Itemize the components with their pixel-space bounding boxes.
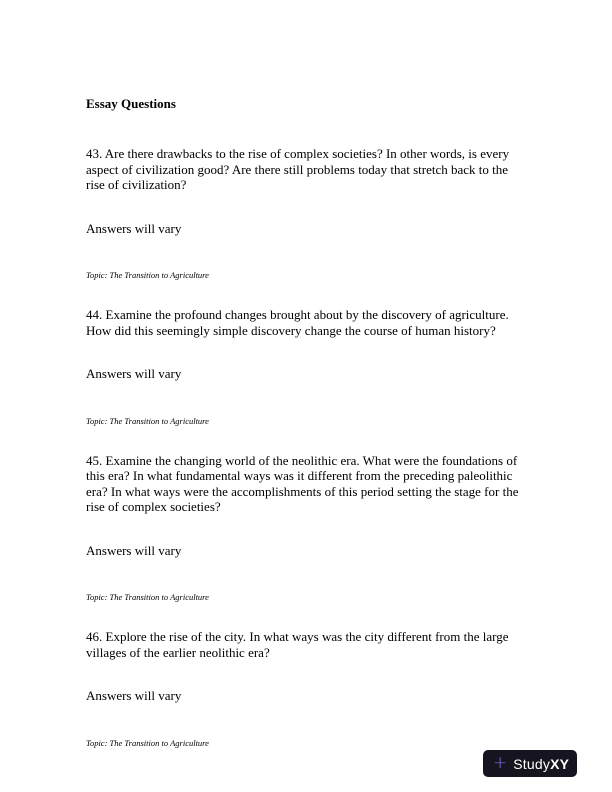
question-text: 43. Are there drawbacks to the rise of complex societies? In other words, is every aspect of civilization good? Are there still problems today that stretch back to the rise of civilization? [86, 146, 510, 192]
answer-text: Answers will vary [86, 542, 182, 558]
brand-name-light: Study [513, 755, 551, 772]
answer-text: Answers will vary [86, 220, 182, 236]
question-block [86, 146, 527, 280]
studyxy-badge [483, 750, 577, 777]
question-text: 44. Examine the profound changes brought about by the discovery of agriculture. How did this seemingly simple discovery change the course of human history? [86, 307, 509, 338]
topic-text: Topic: The Transition to Agriculture [86, 592, 209, 602]
topic-text: Topic: The Transition to Agriculture [86, 737, 209, 748]
question-text: 46. Explore the rise of the city. In what ways was the city different from the large villages of the earlier neolithic era? [86, 629, 509, 660]
question-block [86, 453, 527, 603]
brand-name [513, 756, 569, 772]
topic-text: Topic: The Transition to Agriculture [86, 270, 209, 280]
topic-text: Topic: The Transition to Agriculture [86, 415, 209, 426]
brand-name-bold: XY [550, 755, 570, 772]
answer-text: Answers will vary [86, 688, 182, 703]
question-text: 45. Examine the changing world of the neolithic era. What were the foundations of this era? In what fundamental ways was it different from the preceding paleolithic era? In what ways were the accomplishments of this period setting the stage for the rise of complex societies? [86, 452, 519, 514]
section-heading: Essay Questions [86, 96, 176, 111]
plus-icon: + [493, 753, 508, 773]
question-block [86, 629, 527, 748]
question-block [86, 307, 527, 426]
answer-text: Answers will vary [86, 366, 182, 381]
